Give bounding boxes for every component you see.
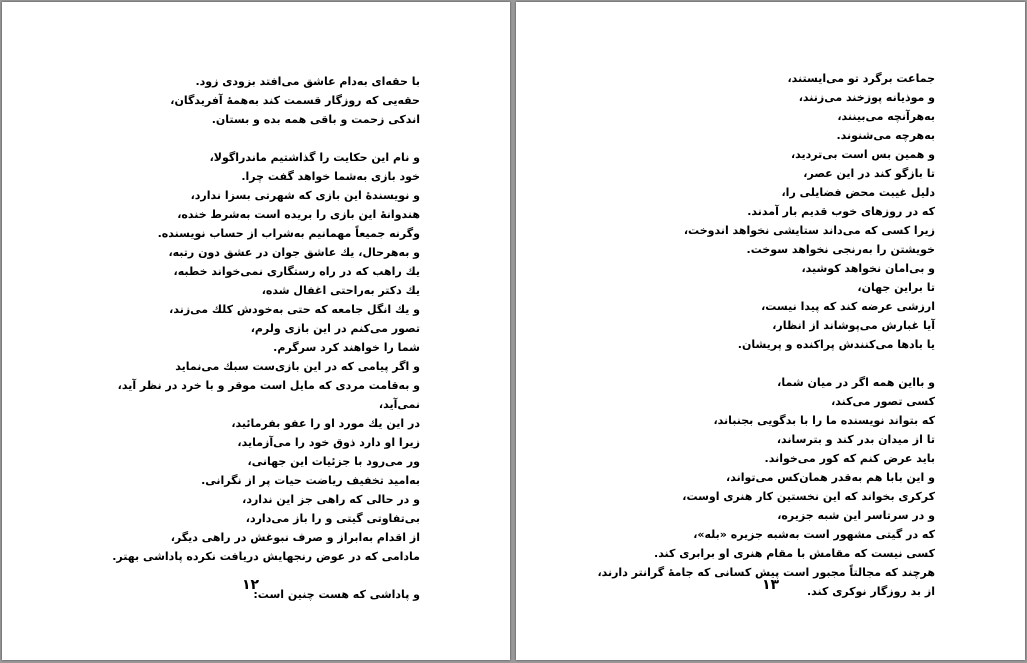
right-page	[516, 2, 1025, 660]
verse-line: جماعت برگرد تو می‌ایستند،	[787, 72, 935, 85]
verse-line: و اگر پیامی که در این بازی‌ست سبك می‌نماید	[175, 360, 420, 373]
verse-line: حقه‌یی که روزگار قسمت کند به‌همهٔ آفریدگان،	[170, 94, 420, 107]
verse-line: از بد روزگار نوکری کند.	[806, 585, 935, 598]
verse-line: و بااین همه اگر در میان شما،	[777, 376, 935, 389]
verse-line: که در روزهای خوب قدیم بار آمدند.	[747, 205, 935, 218]
verse-line: کرکری بخواند که این نخستین کار هنری اوست،	[682, 490, 935, 503]
verse-line: و در سرتاسر این شبه جزیره،	[777, 509, 935, 522]
verse-line: و بی‌امان نخواهد کوشید،	[801, 262, 935, 275]
verse-line: به‌هرآنچه می‌بینند،	[837, 110, 935, 123]
verse-line: ارزشی عرضه کند که پیدا نیست،	[761, 300, 935, 313]
verse-line: ور می‌رود با جزئیات این جهانی،	[247, 455, 420, 468]
verse-line: تا براین جهان،	[857, 281, 935, 294]
verse-line: تا بازگو کند در این عصر،	[803, 167, 935, 180]
verse-line: کسی نیست که مقامش با مقام هنری او برابری کند.	[654, 547, 935, 560]
verse-line: هرچند که مجالتاً مجبور است پیش کسانی که جامهٔ گرانتر دارند،	[597, 566, 935, 579]
verse-line: خود بازی به‌شما خواهد گفت چرا.	[241, 170, 420, 183]
verse-line: هندوانهٔ این بازی را بریده است به‌شرط خنده،	[177, 208, 420, 221]
left-page-text	[80, 72, 420, 604]
verse-line: دلیل غیبت محض فضایلی را،	[781, 186, 935, 199]
verse-line: با حقه‌ای به‌دام عاشق می‌افتد بزودی زود.	[195, 75, 420, 88]
verse-line: و نویسندهٔ این بازی که شهرتی بسزا ندارد،	[190, 189, 420, 202]
verse-line: و در حالی که راهی جز این ندارد،	[242, 493, 420, 506]
verse-line: نمی‌آید،	[378, 398, 420, 411]
stanza-gap	[80, 129, 420, 148]
verse-line: باید عرض کنم که کور می‌خواند.	[764, 452, 935, 465]
verse-line: یك راهب که در راه رستگاری نمی‌خواند خطبه،	[173, 265, 420, 278]
verse-line: کسی تصور می‌کند،	[831, 395, 935, 408]
verse-line: یا بادها می‌کنندش پراکنده و پریشان.	[737, 338, 935, 351]
verse-line: زیرا او دارد ذوق خود را می‌آزماید،	[237, 436, 420, 449]
verse-line: خویشتن را به‌رنجی نخواهد سوخت.	[746, 243, 935, 256]
right-page-text	[575, 69, 935, 601]
verse-line: و پاداشی که هست چنین است:	[253, 588, 420, 601]
left-page	[2, 2, 510, 660]
verse-line: از اقدام به‌ابراز و صرف نبوغش در راهی دیگر،	[170, 531, 420, 544]
verse-line: بی‌تفاوتی گیتی و را باز می‌دارد،	[245, 512, 420, 525]
verse-line: و موذیانه پوزخند می‌زنند،	[798, 91, 935, 104]
verse-line: که در گیتی مشهور است به‌شبه جزیره «بله»،	[693, 528, 935, 541]
verse-line: به‌هرچه می‌شنوند.	[836, 129, 935, 142]
verse-line: آیا غبارش می‌پوشاند از انظار،	[772, 319, 935, 332]
right-page-number: ۱۳	[762, 577, 780, 593]
verse-line: که بتواند نویسنده ما را با بدگویی بجنباند،	[713, 414, 935, 427]
verse-line: یك دکتر به‌راحتی اغفال شده،	[261, 284, 420, 297]
verse-line: زیرا کسی که می‌داند ستایشی نخواهد اندوخت،	[683, 224, 935, 237]
verse-line: و نام این حکایت را گذاشتیم ماندراگولا،	[209, 151, 420, 164]
verse-line: به‌امید تخفیف ریاضت حیات پر از نگرانی.	[201, 474, 420, 487]
verse-line: و این بابا هم به‌قدر همان‌کس می‌تواند،	[726, 471, 935, 484]
verse-line: در این یك مورد او را عفو بفرمائید،	[231, 417, 420, 430]
verse-line: و همین بس است بی‌تردید،	[791, 148, 935, 161]
verse-line: تا از میدان بدر کند و بترساند،	[776, 433, 935, 446]
verse-line: وگرنه جمیعاً مهمانیم به‌شراب از حساب نویسنده.	[157, 227, 420, 240]
verse-line: اندکی زحمت و باقی همه بده و بستان.	[211, 113, 420, 126]
verse-line: و یك انگل جامعه که حتی به‌خودش کلك می‌زند،	[169, 303, 420, 316]
verse-line: تصور می‌کنم در این بازی ولرم،	[250, 322, 420, 335]
left-page-number: ۱۲	[242, 577, 260, 593]
verse-line: و به‌قامت مردی که مایل است موقر و با خرد در نظر آید،	[117, 379, 420, 392]
verse-line: شما را خواهند کرد سرگرم.	[273, 341, 420, 354]
stanza-gap	[575, 354, 935, 373]
verse-line: مادامی که در عوض رنجهایش دریافت نکرده پاداشی بهتر.	[112, 550, 420, 563]
verse-line: و به‌هرحال، یك عاشق جوان در عشق دون رتبه،	[168, 246, 420, 259]
